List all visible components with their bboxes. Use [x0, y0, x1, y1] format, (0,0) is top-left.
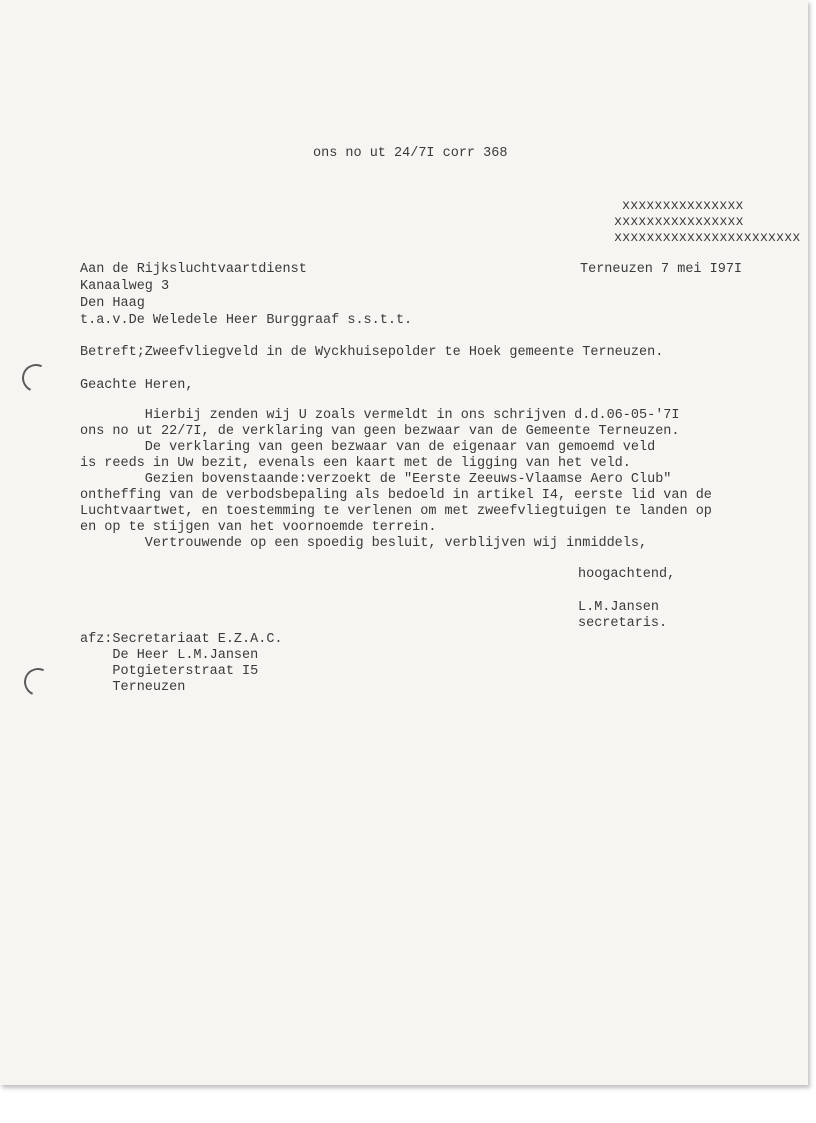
body-line: Hierbij zenden wij U zoals vermeldt in ons schrijven d.d.06-05-'7I	[80, 408, 680, 423]
punch-hole-icon	[18, 360, 54, 396]
recipient-line: Kanaalweg 3	[80, 279, 170, 294]
body-line: is reeds in Uw bezit, evenals een kaart met de ligging van het veld.	[80, 456, 631, 471]
body-line: Vertrouwende op een spoedig besluit, verblijven wij inmiddels,	[80, 536, 648, 551]
redacted-line: xxxxxxxxxxxxxxxxxxxxxxx	[614, 231, 801, 246]
reference-number: ons no ut 24/7I corr 368	[313, 146, 508, 161]
redacted-line: xxxxxxxxxxxxxxxx	[614, 215, 744, 230]
closing: hoogachtend,	[578, 567, 676, 582]
place-date: Terneuzen 7 mei I97I	[580, 262, 743, 277]
body-line: ons no ut 22/7I, de verklaring van geen bezwaar van de Gemeente Terneuzen.	[80, 424, 680, 439]
body-line: en op te stijgen van het voornoemde terrein.	[80, 520, 437, 535]
subject-line: Betreft;Zweefvliegveld in de Wyckhuisepolder te Hoek gemeente Terneuzen.	[80, 345, 664, 360]
signatory-name: L.M.Jansen	[578, 600, 660, 615]
recipient-line: Den Haag	[80, 296, 145, 311]
signatory-title: secretaris.	[578, 616, 668, 631]
punch-hole-icon	[20, 664, 56, 700]
sender-line: Terneuzen	[80, 680, 186, 695]
salutation: Geachte Heren,	[80, 378, 194, 393]
body-line: Gezien bovenstaande:verzoekt de "Eerste Zeeuws-Vlaamse Aero Club"	[80, 472, 672, 487]
sender-line: Potgieterstraat I5	[80, 664, 259, 679]
body-line: De verklaring van geen bezwaar van de eigenaar van gemoemd veld	[80, 440, 656, 455]
recipient-line: Aan de Rijksluchtvaartdienst	[80, 262, 307, 277]
body-line: ontheffing van de verbodsbepaling als bedoeld in artikel I4, eerste lid van de	[80, 488, 712, 503]
redacted-line: xxxxxxxxxxxxxxx	[622, 199, 744, 214]
body-line: Luchtvaartwet, en toestemming te verlenen om met zweefvliegtuigen te landen op	[80, 504, 712, 519]
sender-line: De Heer L.M.Jansen	[80, 648, 259, 663]
sender-line: afz:Secretariaat E.Z.A.C.	[80, 632, 283, 647]
recipient-line: t.a.v.De Weledele Heer Burggraaf s.s.t.t.	[80, 313, 413, 328]
